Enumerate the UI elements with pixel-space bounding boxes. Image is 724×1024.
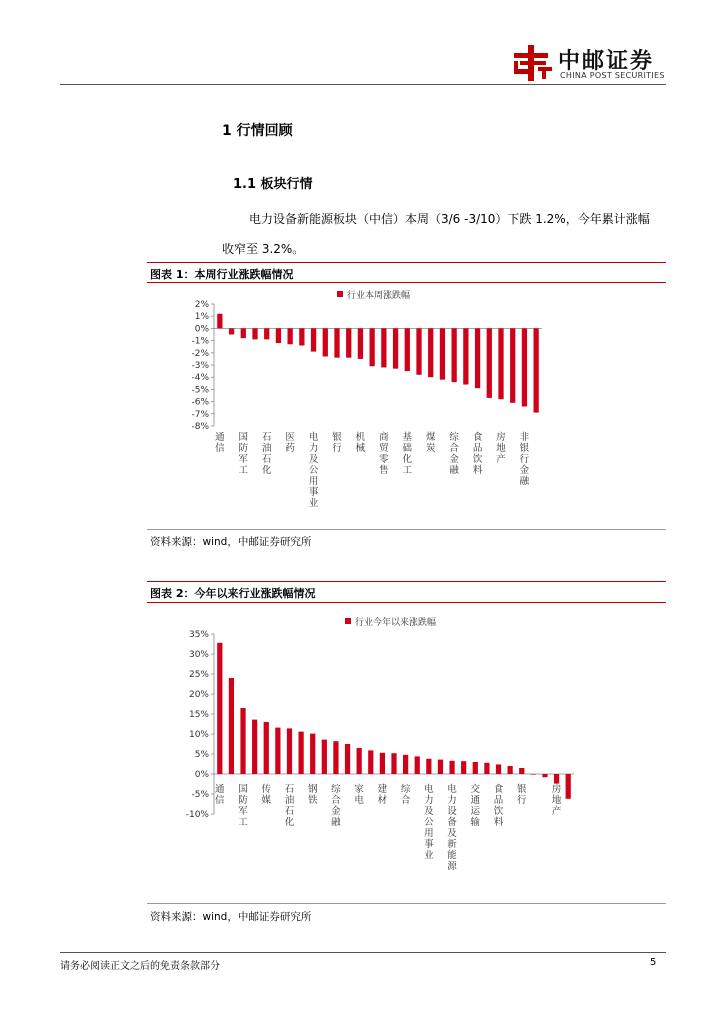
x-category-char: 化 <box>402 454 413 465</box>
x-category-char: 房 <box>496 432 506 443</box>
y-tick-label: 2% <box>194 300 209 310</box>
figure1-title: 图表 1：本周行业涨跌幅情况 <box>150 268 294 281</box>
bar <box>275 728 280 774</box>
y-tick-label: 30% <box>188 650 209 660</box>
bar <box>449 761 454 774</box>
x-category-label <box>262 783 272 806</box>
chart-ytd-industry-change <box>147 603 666 901</box>
bar <box>217 643 222 774</box>
bar <box>346 328 351 357</box>
x-category-char: 工 <box>238 817 248 828</box>
legend-swatch <box>345 618 351 624</box>
x-category-char: 金 <box>331 806 341 817</box>
x-category-char: 工 <box>402 465 413 476</box>
bar <box>426 759 431 774</box>
bar <box>522 328 527 406</box>
x-category-char: 械 <box>355 443 366 454</box>
x-category-char: 业 <box>308 498 319 509</box>
bar <box>475 328 480 388</box>
x-category-char: 信 <box>215 795 225 806</box>
x-category-char: 品 <box>472 443 483 454</box>
x-category-char: 电 <box>354 795 364 806</box>
x-category-label <box>354 783 364 806</box>
bar <box>452 328 457 382</box>
bar <box>368 750 373 774</box>
figure2-top-rule <box>147 581 666 582</box>
x-category-char: 公 <box>424 817 434 828</box>
bar <box>403 755 408 774</box>
x-category-char: 事 <box>424 839 434 850</box>
bar <box>510 328 515 402</box>
y-tick-label: -7% <box>191 409 209 420</box>
x-category-char: 房 <box>551 784 562 795</box>
bar <box>229 678 234 774</box>
x-category-char: 综 <box>331 784 341 795</box>
bar <box>264 722 269 774</box>
x-category-char: 银 <box>519 443 530 454</box>
x-category-char: 材 <box>377 795 388 806</box>
figure2-bottom-rule <box>147 903 666 904</box>
y-tick-label: -4% <box>191 373 209 384</box>
y-tick-label: 0% <box>194 324 209 335</box>
bar <box>405 328 410 371</box>
x-category-char: 通 <box>215 784 225 795</box>
x-category-label <box>308 783 318 806</box>
bar <box>463 328 468 384</box>
x-category-char: 饮 <box>472 454 483 465</box>
paragraph-line-1: 电力设备新能源板块（中信）本周（3/6 -3/10）下跌 1.2%，今年累计涨幅 <box>249 212 650 226</box>
x-category-label <box>215 784 225 806</box>
brand-name-en: CHINA POST SECURITIES <box>560 71 665 80</box>
bar <box>566 774 571 799</box>
page-number: 5 <box>650 957 657 968</box>
x-category-char: 合 <box>449 443 459 454</box>
figure2-title: 图表 2：今年以来行业涨跌幅情况 <box>150 587 316 600</box>
x-category-char: 金 <box>449 454 459 465</box>
x-category-char: 钢 <box>307 784 318 795</box>
x-category-char: 设 <box>447 806 457 817</box>
x-category-char: 通 <box>470 795 481 806</box>
x-category-char: 商 <box>379 432 389 443</box>
y-tick-label: -10% <box>185 810 209 820</box>
x-category-char: 煤 <box>425 432 436 443</box>
x-category-char: 防 <box>238 443 249 454</box>
x-category-label <box>517 783 527 806</box>
x-category-char: 铁 <box>307 795 318 806</box>
bar <box>428 328 433 377</box>
bar <box>438 760 443 774</box>
x-category-char: 合 <box>331 795 341 806</box>
subsection-title: 1.1 板块行情 <box>233 177 313 192</box>
bar <box>334 328 339 357</box>
bar <box>252 720 257 774</box>
x-category-label <box>552 783 562 817</box>
x-category-label <box>426 431 436 454</box>
bar <box>380 753 385 774</box>
figure1-top-rule <box>147 262 666 263</box>
x-category-label <box>356 431 366 454</box>
x-category-char: 及 <box>424 806 434 817</box>
x-category-char: 用 <box>308 476 319 487</box>
x-category-char: 备 <box>447 817 457 828</box>
bar <box>241 328 246 338</box>
y-tick-label: 0% <box>194 770 209 780</box>
legend-label: 行业今年以来涨跌幅 <box>355 618 437 628</box>
figure1-bottom-rule <box>147 529 666 530</box>
x-category-char: 料 <box>472 465 483 476</box>
x-category-char: 础 <box>402 443 413 454</box>
bar <box>370 328 375 366</box>
bar <box>357 748 362 774</box>
y-tick-label: -5% <box>191 385 209 396</box>
figure2-source: 资料来源：wind，中邮证券研究所 <box>150 911 312 923</box>
x-category-char: 融 <box>519 476 530 487</box>
x-category-char: 媒 <box>261 795 272 806</box>
section-title: 1 行情回顾 <box>222 123 293 139</box>
x-category-char: 电 <box>424 784 434 795</box>
bar <box>288 328 293 344</box>
x-category-char: 机 <box>355 432 366 443</box>
x-category-char: 金 <box>519 465 530 476</box>
x-category-char: 化 <box>261 465 272 476</box>
bar <box>391 753 396 774</box>
x-category-char: 新 <box>447 839 457 850</box>
x-category-char: 及 <box>308 454 319 465</box>
bar <box>323 328 328 356</box>
x-category-label <box>332 431 342 454</box>
x-category-char: 力 <box>447 795 457 806</box>
x-category-label <box>424 783 434 861</box>
x-category-char: 银 <box>516 784 527 795</box>
x-category-label <box>238 784 248 828</box>
bar <box>461 761 466 774</box>
x-category-label <box>262 432 272 476</box>
x-category-char: 化 <box>284 817 295 828</box>
paragraph-line-2: 收窄至 3.2%。 <box>222 242 305 256</box>
x-category-label <box>520 431 530 487</box>
chart-weekly-industry-change <box>147 283 666 528</box>
bar <box>240 708 245 774</box>
bar <box>473 762 478 774</box>
x-category-label <box>285 784 295 828</box>
x-category-char: 综 <box>449 432 459 443</box>
y-tick-label: 10% <box>188 730 209 740</box>
bar <box>298 732 303 774</box>
y-tick-label: -6% <box>191 397 209 408</box>
bar <box>416 328 421 374</box>
x-category-char: 公 <box>308 465 319 476</box>
x-category-char: 产 <box>496 454 506 465</box>
y-tick-label: -8% <box>191 422 209 432</box>
bar <box>487 328 492 398</box>
x-category-char: 炭 <box>425 443 436 454</box>
bar <box>542 774 547 777</box>
bar <box>534 328 539 412</box>
bar <box>299 328 304 345</box>
x-category-char: 电 <box>308 432 319 443</box>
x-category-label <box>403 431 413 476</box>
y-tick-label: 5% <box>194 750 209 760</box>
x-category-label <box>496 431 506 465</box>
y-tick-label: -2% <box>191 348 209 359</box>
bar <box>531 774 536 775</box>
x-category-label <box>401 783 411 806</box>
x-category-char: 国 <box>238 784 248 795</box>
x-category-char: 军 <box>238 454 249 465</box>
footer-divider <box>60 952 666 953</box>
x-category-char: 防 <box>238 795 248 806</box>
legend-swatch <box>337 291 343 297</box>
x-category-char: 饮 <box>493 806 504 817</box>
x-category-char: 食 <box>472 432 483 443</box>
x-category-char: 料 <box>493 817 504 828</box>
x-category-label <box>285 432 295 454</box>
x-category-label <box>309 431 319 509</box>
x-category-label <box>473 431 483 476</box>
y-tick-label: -3% <box>191 361 209 371</box>
x-category-char: 地 <box>551 795 562 806</box>
bar <box>440 328 445 379</box>
x-category-label <box>378 783 388 806</box>
bar <box>508 766 513 774</box>
x-category-label <box>331 783 341 828</box>
x-category-char: 信 <box>215 443 225 454</box>
x-category-char: 及 <box>447 828 457 839</box>
x-category-char: 电 <box>447 784 457 795</box>
x-category-char: 建 <box>377 784 388 795</box>
bar <box>333 741 338 774</box>
bar <box>287 728 292 774</box>
x-category-char: 事 <box>308 487 319 498</box>
x-category-char: 油 <box>284 795 295 806</box>
bar <box>496 764 501 774</box>
x-category-char: 石 <box>284 784 295 795</box>
x-category-char: 基 <box>402 432 413 443</box>
x-category-char: 军 <box>238 806 248 817</box>
bar <box>311 328 316 351</box>
x-category-char: 能 <box>447 850 457 861</box>
x-category-char: 行 <box>516 795 527 806</box>
x-category-label <box>447 783 457 872</box>
x-category-char: 药 <box>285 443 295 454</box>
x-category-char: 石 <box>261 454 272 465</box>
y-tick-label: 15% <box>188 710 209 720</box>
y-tick-label: 20% <box>188 690 209 700</box>
x-category-label <box>471 783 481 828</box>
x-category-char: 非 <box>519 432 530 443</box>
bar <box>276 328 281 343</box>
x-category-char: 行 <box>519 454 530 465</box>
bar <box>310 734 315 774</box>
bar <box>217 314 222 329</box>
x-category-char: 贸 <box>379 443 389 454</box>
figure1-source: 资料来源：wind，中邮证券研究所 <box>150 536 312 548</box>
bar <box>554 774 559 784</box>
x-category-char: 国 <box>238 432 249 443</box>
x-category-char: 石 <box>284 806 295 817</box>
x-category-char: 食 <box>493 784 504 795</box>
bar <box>229 328 234 334</box>
x-category-char: 银 <box>332 432 342 443</box>
header-divider <box>60 84 666 85</box>
x-category-label <box>239 432 249 476</box>
bar <box>498 328 503 399</box>
x-category-char: 合 <box>400 795 411 806</box>
x-category-char: 用 <box>424 828 434 839</box>
brand-logo-icon <box>512 45 554 81</box>
x-category-char: 家 <box>354 784 364 795</box>
bar <box>345 744 350 774</box>
x-category-char: 零 <box>379 454 389 465</box>
bar <box>264 328 269 339</box>
x-category-char: 运 <box>470 806 481 817</box>
x-category-label <box>494 783 504 828</box>
x-category-char: 石 <box>261 432 272 443</box>
x-category-label <box>379 431 389 476</box>
y-tick-label: 1% <box>194 312 209 323</box>
x-category-char: 油 <box>261 443 272 454</box>
footer-disclaimer: 请务必阅读正文之后的免责条款部分 <box>60 961 220 972</box>
bar <box>358 328 363 359</box>
x-category-char: 工 <box>238 465 249 476</box>
y-tick-label: -5% <box>191 790 209 800</box>
bar <box>381 328 386 367</box>
x-category-char: 交 <box>470 784 481 795</box>
x-category-char: 融 <box>331 817 341 828</box>
x-category-char: 输 <box>470 817 481 828</box>
bar <box>322 740 327 774</box>
x-category-char: 业 <box>424 850 434 861</box>
y-tick-label: -1% <box>191 336 209 347</box>
x-category-char: 力 <box>308 443 319 454</box>
x-category-label <box>215 432 225 454</box>
x-category-char: 通 <box>215 432 225 443</box>
x-category-char: 医 <box>285 432 295 443</box>
x-category-char: 力 <box>424 795 434 806</box>
bar <box>484 763 489 774</box>
x-category-char: 源 <box>447 861 457 872</box>
x-category-char: 传 <box>261 784 272 795</box>
x-category-char: 品 <box>493 795 504 806</box>
legend-label: 行业本周涨跌幅 <box>347 291 411 301</box>
bar <box>393 328 398 368</box>
x-category-char: 售 <box>379 465 389 476</box>
brand-name: 中邮证券 <box>558 49 655 74</box>
x-category-char: 产 <box>551 806 562 817</box>
x-category-label <box>449 431 459 476</box>
y-tick-label: 35% <box>188 630 209 640</box>
x-category-char: 地 <box>496 443 506 454</box>
bar <box>415 756 420 774</box>
x-category-char: 行 <box>332 443 342 454</box>
x-category-char: 融 <box>449 465 459 476</box>
bar <box>252 328 257 339</box>
y-tick-label: 25% <box>188 670 209 680</box>
bar <box>519 768 524 774</box>
x-category-char: 综 <box>400 784 411 795</box>
